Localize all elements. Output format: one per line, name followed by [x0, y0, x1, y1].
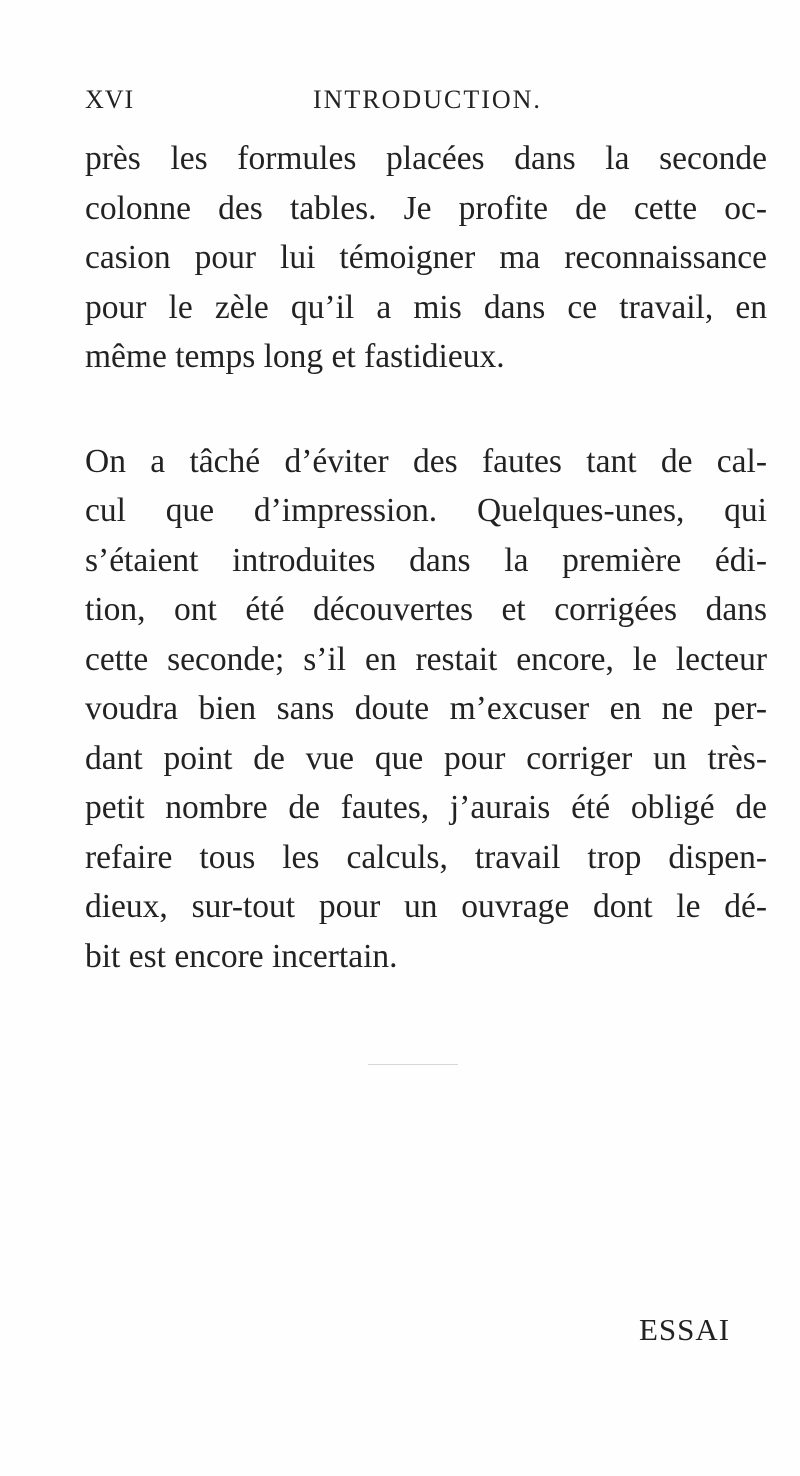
text-line: voudra bien sans doute m’excuser en ne per- — [85, 690, 767, 727]
paragraph-1 — [85, 134, 767, 382]
text-line: refaire tous les calculs, travail trop dispen- — [85, 838, 767, 876]
running-head — [85, 85, 725, 125]
text-line: casion pour lui témoigner ma reconnaissance — [85, 239, 767, 276]
text-line: tion, ont été découvertes et corrigées dans — [85, 591, 767, 628]
body-text — [85, 134, 767, 981]
text-line: près les formules placées dans la seconde — [85, 140, 767, 177]
text-line: petit nombre de fautes, j’aurais été obligé de — [85, 789, 767, 826]
catchword: ESSAI — [639, 1312, 731, 1347]
page-number: XVI — [85, 85, 135, 114]
text-line: dant point de vue que pour corriger un très- — [85, 739, 767, 777]
text-line: bit est encore incertain. — [85, 937, 398, 975]
paragraph-gap — [85, 382, 767, 437]
text-line: dieux, sur-tout pour un ouvrage dont le dé- — [85, 888, 767, 925]
text-line: On a tâché d’éviter des fautes tant de cal- — [85, 442, 767, 480]
text-line: même temps long et fastidieux. — [85, 338, 505, 375]
text-line: colonne des tables. Je profite de cette oc- — [85, 189, 767, 227]
running-title: INTRODUCTION. — [313, 85, 542, 114]
text-line: s’étaient introduites dans la première édi- — [85, 541, 767, 579]
paragraph-2 — [85, 437, 767, 982]
text-line: cul que d’impression. Quelques-unes, qui — [85, 492, 767, 529]
section-rule — [368, 1064, 458, 1065]
text-line: cette seconde; s’il en restait encore, le lecteur — [85, 640, 767, 678]
text-line: pour le zèle qu’il a mis dans ce travail, en — [85, 288, 767, 326]
